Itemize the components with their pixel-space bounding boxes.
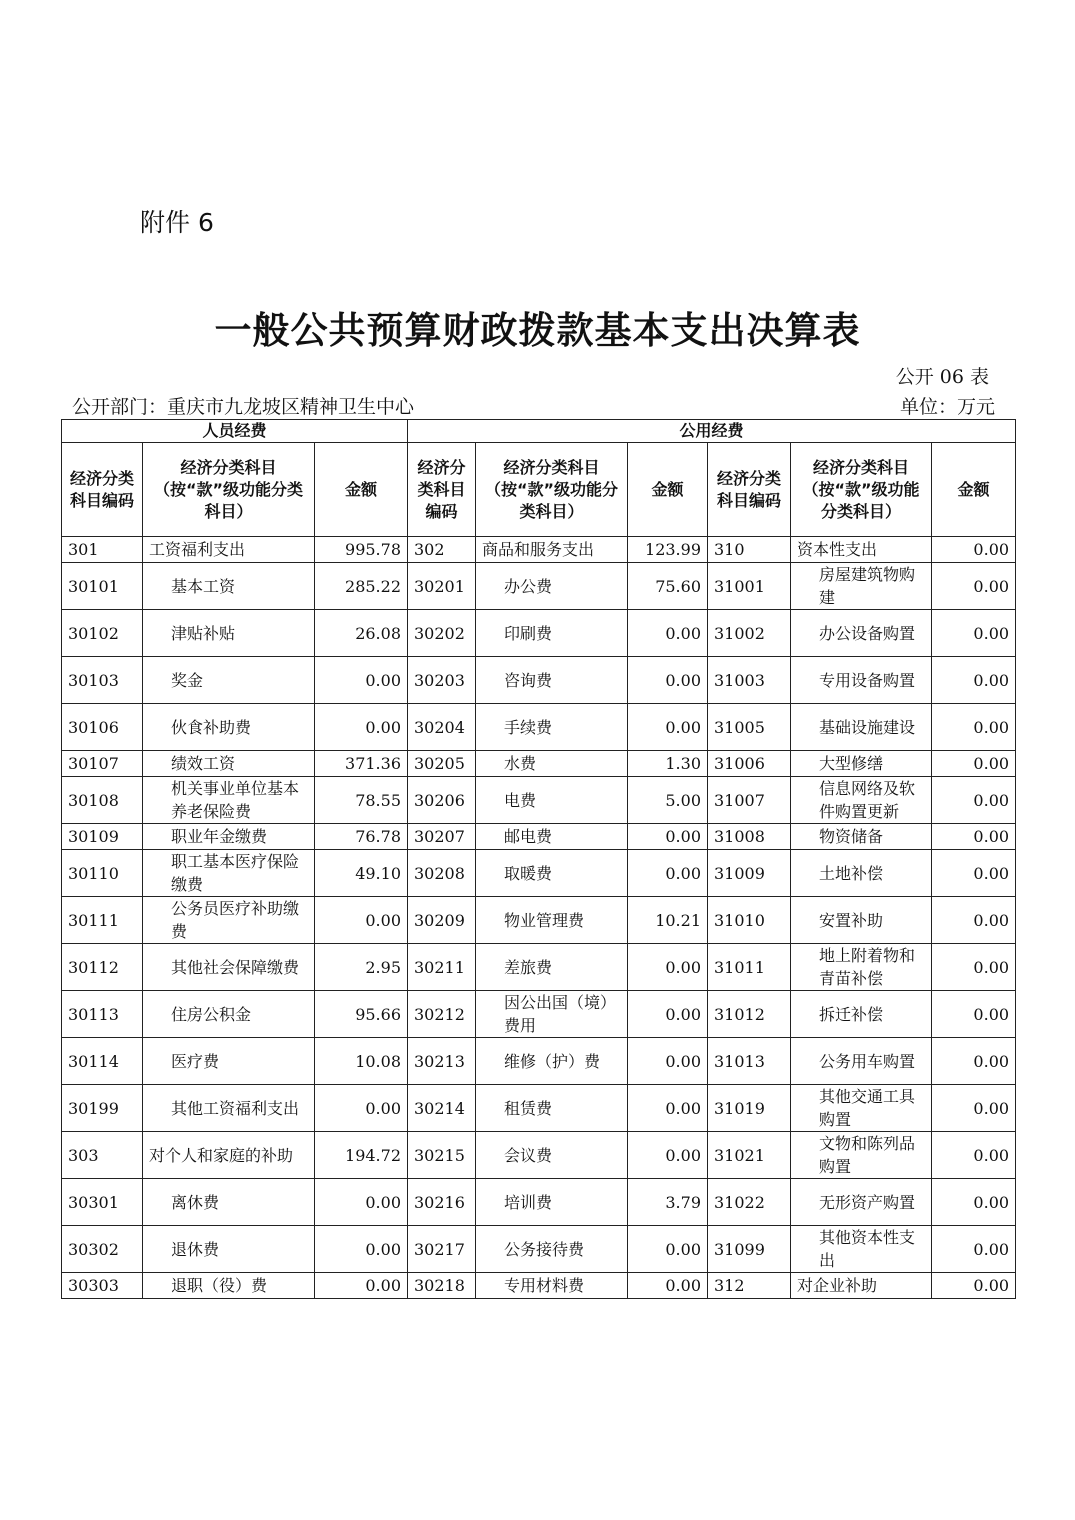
amount-cell: 0.00	[628, 1132, 708, 1179]
subject-name-cell: 无形资产购置	[791, 1179, 932, 1226]
amount-cell: 995.78	[315, 537, 408, 563]
subject-name-cell: 土地补偿	[791, 850, 932, 897]
table-row	[62, 751, 1016, 777]
amount-cell: 0.00	[932, 824, 1016, 850]
subject-code-cell: 31003	[708, 657, 791, 704]
subject-code-cell: 31002	[708, 610, 791, 657]
subject-code-cell: 30213	[408, 1038, 476, 1085]
table-row	[62, 657, 1016, 704]
amount-cell: 76.78	[315, 824, 408, 850]
subject-code-cell: 30208	[408, 850, 476, 897]
subject-name-cell: 其他交通工具购置	[791, 1085, 932, 1132]
subject-name-cell: 办公费	[476, 563, 628, 610]
annex-label: 附件 6	[140, 208, 214, 237]
table-row	[62, 563, 1016, 610]
amount-cell: 10.21	[628, 897, 708, 944]
subject-code-cell: 30108	[62, 777, 143, 824]
amount-cell: 0.00	[932, 850, 1016, 897]
amount-cell: 0.00	[315, 704, 408, 751]
amount-cell: 0.00	[932, 991, 1016, 1038]
amount-cell: 0.00	[315, 657, 408, 704]
column-header-code: 经济分类科目编码	[708, 443, 791, 537]
amount-cell: 0.00	[315, 1226, 408, 1273]
subject-name-cell: 资本性支出	[791, 537, 932, 563]
subject-code-cell: 30211	[408, 944, 476, 991]
subject-name-cell: 公务接待费	[476, 1226, 628, 1273]
table-row	[62, 944, 1016, 991]
amount-cell: 10.08	[315, 1038, 408, 1085]
amount-cell: 0.00	[628, 824, 708, 850]
subject-code-cell: 31021	[708, 1132, 791, 1179]
amount-cell: 0.00	[628, 657, 708, 704]
amount-cell: 371.36	[315, 751, 408, 777]
amount-cell: 0.00	[628, 944, 708, 991]
subject-code-cell: 31019	[708, 1085, 791, 1132]
subject-name-cell: 公务员医疗补助缴费	[143, 897, 315, 944]
table-row	[62, 991, 1016, 1038]
group-header-personnel: 人员经费	[62, 420, 408, 443]
table-row	[62, 850, 1016, 897]
subject-name-cell: 大型修缮	[791, 751, 932, 777]
subject-code-cell: 30110	[62, 850, 143, 897]
column-header-name: 经济分类科目（按“款”级功能分类科目）	[791, 443, 932, 537]
table-row	[62, 1085, 1016, 1132]
column-header-name: 经济分类科目（按“款”级功能分类科目）	[143, 443, 315, 537]
amount-cell: 78.55	[315, 777, 408, 824]
subject-code-cell: 31010	[708, 897, 791, 944]
amount-cell: 0.00	[932, 1273, 1016, 1299]
subject-code-cell: 30199	[62, 1085, 143, 1132]
subject-code-cell: 30303	[62, 1273, 143, 1299]
subject-name-cell: 电费	[476, 777, 628, 824]
subject-code-cell: 30212	[408, 991, 476, 1038]
subject-name-cell: 对企业补助	[791, 1273, 932, 1299]
amount-cell: 0.00	[932, 1179, 1016, 1226]
group-header-public: 公用经费	[408, 420, 1016, 443]
subject-name-cell: 因公出国（境）费用	[476, 991, 628, 1038]
subject-name-cell: 伙食补助费	[143, 704, 315, 751]
subject-name-cell: 专用材料费	[476, 1273, 628, 1299]
amount-cell: 0.00	[932, 704, 1016, 751]
subject-code-cell: 30216	[408, 1179, 476, 1226]
amount-cell: 5.00	[628, 777, 708, 824]
subject-code-cell: 30209	[408, 897, 476, 944]
expenditure-table	[61, 419, 1016, 1299]
amount-cell: 95.66	[315, 991, 408, 1038]
amount-cell: 0.00	[932, 1085, 1016, 1132]
subject-name-cell: 维修（护）费	[476, 1038, 628, 1085]
amount-cell: 0.00	[628, 1226, 708, 1273]
subject-name-cell: 绩效工资	[143, 751, 315, 777]
column-header-name: 经济分类科目（按“款”级功能分类科目）	[476, 443, 628, 537]
subject-code-cell: 30113	[62, 991, 143, 1038]
table-row	[62, 897, 1016, 944]
subject-name-cell: 邮电费	[476, 824, 628, 850]
table-row	[62, 777, 1016, 824]
subject-name-cell: 专用设备购置	[791, 657, 932, 704]
amount-cell: 0.00	[932, 777, 1016, 824]
amount-cell: 0.00	[628, 991, 708, 1038]
subject-name-cell: 安置补助	[791, 897, 932, 944]
subject-code-cell: 30202	[408, 610, 476, 657]
amount-cell: 3.79	[628, 1179, 708, 1226]
subject-code-cell: 31007	[708, 777, 791, 824]
subject-code-cell: 30102	[62, 610, 143, 657]
amount-cell: 1.30	[628, 751, 708, 777]
amount-cell: 0.00	[932, 563, 1016, 610]
subject-code-cell: 30218	[408, 1273, 476, 1299]
subject-name-cell: 公务用车购置	[791, 1038, 932, 1085]
subject-name-cell: 基础设施建设	[791, 704, 932, 751]
subject-name-cell: 其他社会保障缴费	[143, 944, 315, 991]
column-header-amount: 金额	[315, 443, 408, 537]
amount-cell: 0.00	[932, 1038, 1016, 1085]
amount-cell: 123.99	[628, 537, 708, 563]
subject-code-cell: 30111	[62, 897, 143, 944]
table-row	[62, 1226, 1016, 1273]
subject-code-cell: 30106	[62, 704, 143, 751]
table-row	[62, 537, 1016, 563]
subject-code-cell: 30214	[408, 1085, 476, 1132]
subject-name-cell: 咨询费	[476, 657, 628, 704]
subject-name-cell: 房屋建筑物购建	[791, 563, 932, 610]
subject-name-cell: 会议费	[476, 1132, 628, 1179]
amount-cell: 0.00	[628, 610, 708, 657]
subject-code-cell: 31011	[708, 944, 791, 991]
subject-name-cell: 住房公积金	[143, 991, 315, 1038]
subject-name-cell: 离休费	[143, 1179, 315, 1226]
table-row	[62, 1273, 1016, 1299]
subject-code-cell: 30206	[408, 777, 476, 824]
subject-name-cell: 基本工资	[143, 563, 315, 610]
subject-code-cell: 31006	[708, 751, 791, 777]
subject-name-cell: 职工基本医疗保险缴费	[143, 850, 315, 897]
subject-name-cell: 物业管理费	[476, 897, 628, 944]
subject-name-cell: 地上附着物和青苗补偿	[791, 944, 932, 991]
subject-code-cell: 302	[408, 537, 476, 563]
subject-code-cell: 30302	[62, 1226, 143, 1273]
column-header-code: 经济分类科目编码	[408, 443, 476, 537]
subject-name-cell: 退休费	[143, 1226, 315, 1273]
subject-name-cell: 其他工资福利支出	[143, 1085, 315, 1132]
subject-name-cell: 其他资本性支出	[791, 1226, 932, 1273]
subject-name-cell: 水费	[476, 751, 628, 777]
table-row	[62, 1132, 1016, 1179]
amount-cell: 0.00	[315, 1273, 408, 1299]
subject-code-cell: 31099	[708, 1226, 791, 1273]
subject-name-cell: 机关事业单位基本养老保险费	[143, 777, 315, 824]
subject-code-cell: 30112	[62, 944, 143, 991]
amount-cell: 0.00	[315, 1085, 408, 1132]
subject-code-cell: 31005	[708, 704, 791, 751]
subject-code-cell: 301	[62, 537, 143, 563]
subject-code-cell: 31008	[708, 824, 791, 850]
amount-cell: 2.95	[315, 944, 408, 991]
amount-cell: 0.00	[932, 610, 1016, 657]
subject-name-cell: 差旅费	[476, 944, 628, 991]
subject-name-cell: 印刷费	[476, 610, 628, 657]
amount-cell: 0.00	[932, 657, 1016, 704]
table-row	[62, 1179, 1016, 1226]
unit-label: 单位：万元	[899, 396, 995, 418]
amount-cell: 75.60	[628, 563, 708, 610]
subject-code-cell: 30203	[408, 657, 476, 704]
subject-code-cell: 312	[708, 1273, 791, 1299]
subject-name-cell: 工资福利支出	[143, 537, 315, 563]
subject-code-cell: 30109	[62, 824, 143, 850]
table-row	[62, 1038, 1016, 1085]
subject-code-cell: 31009	[708, 850, 791, 897]
subject-code-cell: 30301	[62, 1179, 143, 1226]
amount-cell: 0.00	[932, 537, 1016, 563]
subject-code-cell: 30201	[408, 563, 476, 610]
subject-code-cell: 310	[708, 537, 791, 563]
amount-cell: 26.08	[315, 610, 408, 657]
amount-cell: 0.00	[628, 1273, 708, 1299]
subject-code-cell: 31012	[708, 991, 791, 1038]
amount-cell: 0.00	[628, 1085, 708, 1132]
column-header-amount: 金额	[932, 443, 1016, 537]
subject-name-cell: 信息网络及软件购置更新	[791, 777, 932, 824]
amount-cell: 0.00	[932, 1226, 1016, 1273]
subject-name-cell: 租赁费	[476, 1085, 628, 1132]
amount-cell: 0.00	[315, 897, 408, 944]
page-title: 一般公共预算财政拨款基本支出决算表	[214, 308, 861, 352]
subject-code-cell: 303	[62, 1132, 143, 1179]
amount-cell: 0.00	[315, 1179, 408, 1226]
subject-name-cell: 培训费	[476, 1179, 628, 1226]
subject-name-cell: 津贴补贴	[143, 610, 315, 657]
subject-code-cell: 30204	[408, 704, 476, 751]
amount-cell: 0.00	[628, 704, 708, 751]
subject-code-cell: 30107	[62, 751, 143, 777]
subject-code-cell: 31013	[708, 1038, 791, 1085]
subject-name-cell: 奖金	[143, 657, 315, 704]
amount-cell: 0.00	[932, 1132, 1016, 1179]
subject-name-cell: 拆迁补偿	[791, 991, 932, 1038]
subject-code-cell: 30217	[408, 1226, 476, 1273]
subject-name-cell: 办公设备购置	[791, 610, 932, 657]
subject-code-cell: 30103	[62, 657, 143, 704]
amount-cell: 0.00	[932, 944, 1016, 991]
subject-name-cell: 取暖费	[476, 850, 628, 897]
department-label: 公开部门：重庆市九龙坡区精神卫生中心	[72, 396, 415, 418]
subject-name-cell: 退职（役）费	[143, 1273, 315, 1299]
subject-code-cell: 30205	[408, 751, 476, 777]
subject-code-cell: 30114	[62, 1038, 143, 1085]
amount-cell: 0.00	[628, 850, 708, 897]
subject-name-cell: 物资储备	[791, 824, 932, 850]
table-row	[62, 824, 1016, 850]
table-body	[62, 537, 1016, 1299]
table-row	[62, 704, 1016, 751]
subject-name-cell: 手续费	[476, 704, 628, 751]
amount-cell: 0.00	[932, 897, 1016, 944]
amount-cell: 49.10	[315, 850, 408, 897]
amount-cell: 0.00	[932, 751, 1016, 777]
form-code: 公开 06 表	[895, 366, 989, 388]
amount-cell: 0.00	[628, 1038, 708, 1085]
subject-name-cell: 医疗费	[143, 1038, 315, 1085]
amount-cell: 194.72	[315, 1132, 408, 1179]
column-header-code: 经济分类科目编码	[62, 443, 143, 537]
subject-name-cell: 文物和陈列品购置	[791, 1132, 932, 1179]
subject-code-cell: 31001	[708, 563, 791, 610]
subject-name-cell: 职业年金缴费	[143, 824, 315, 850]
subject-code-cell: 30207	[408, 824, 476, 850]
amount-cell: 285.22	[315, 563, 408, 610]
subject-code-cell: 30215	[408, 1132, 476, 1179]
column-header-amount: 金额	[628, 443, 708, 537]
subject-code-cell: 30101	[62, 563, 143, 610]
table-row	[62, 610, 1016, 657]
subject-name-cell: 对个人和家庭的补助	[143, 1132, 315, 1179]
subject-name-cell: 商品和服务支出	[476, 537, 628, 563]
subject-code-cell: 31022	[708, 1179, 791, 1226]
